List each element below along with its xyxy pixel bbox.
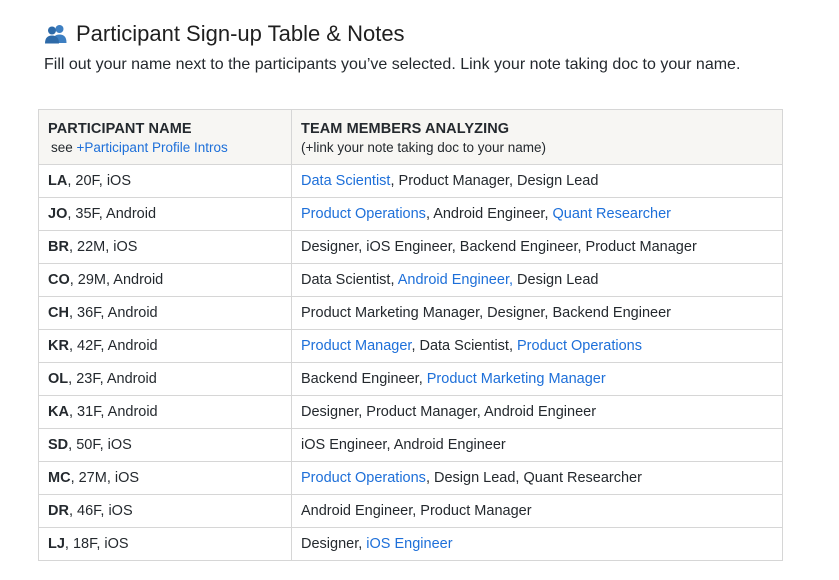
team-member-link[interactable]: Data Scientist	[301, 173, 391, 189]
team-member-link[interactable]: Product Operations	[301, 206, 426, 222]
team-member-link[interactable]: Product Manager	[301, 338, 412, 354]
participant-initials: JO	[48, 206, 68, 222]
participant-details: , 31F, Android	[68, 404, 158, 420]
team-members-cell[interactable]	[292, 231, 783, 264]
team-members-cell[interactable]	[292, 528, 783, 561]
participant-name-header-label: PARTICIPANT NAME	[48, 120, 192, 137]
participant-initials: KA	[48, 404, 69, 420]
participant-details: , 18F, iOS	[64, 536, 129, 552]
table-row	[39, 198, 783, 231]
participant-initials: LA	[48, 173, 68, 189]
participant-details: , 23F, Android	[68, 371, 157, 387]
participant-details: , 29M, Android	[69, 272, 164, 288]
team-members-header-label: TEAM MEMBERS ANALYZING	[301, 120, 510, 137]
participant-details: , 22M, iOS	[68, 239, 138, 255]
table-row	[39, 330, 783, 363]
team-member-text: Data Scientist,	[301, 272, 398, 288]
team-member-text: , Android Engineer,	[425, 206, 553, 222]
team-members-cell[interactable]	[292, 264, 783, 297]
participant-cell[interactable]	[39, 495, 292, 528]
team-member-text: , Data Scientist,	[411, 338, 518, 354]
participant-initials: MC	[48, 470, 71, 486]
table-row	[39, 528, 783, 561]
participant-profile-hint	[48, 140, 282, 155]
participant-cell[interactable]	[39, 363, 292, 396]
table-row	[39, 264, 783, 297]
table-row	[39, 462, 783, 495]
team-member-text: Android Engineer, Product Manager	[301, 503, 532, 519]
table-row	[39, 165, 783, 198]
team-members-cell[interactable]	[292, 363, 783, 396]
team-member-text: Designer, Product Manager, Android Engineer	[301, 404, 597, 420]
table-row	[39, 495, 783, 528]
team-members-cell[interactable]	[292, 198, 783, 231]
participant-initials: BR	[48, 239, 69, 255]
table-row	[39, 231, 783, 264]
participant-initials: OL	[48, 371, 69, 387]
page-subtitle: Fill out your name next to the participants you’ve selected. Link your note taking doc to your name.	[44, 56, 741, 73]
team-members-header-hint: (+link your note taking doc to your name)	[301, 139, 547, 155]
participant-cell[interactable]	[39, 396, 292, 429]
hint-prefix: see	[51, 139, 77, 155]
team-members-cell[interactable]	[292, 462, 783, 495]
team-member-link[interactable]: Product Operations	[301, 470, 426, 486]
team-members-cell[interactable]	[292, 495, 783, 528]
table-row	[39, 429, 783, 462]
participant-initials: SD	[48, 437, 69, 453]
participant-details: , 20F, iOS	[67, 173, 132, 189]
participant-cell[interactable]	[39, 297, 292, 330]
participant-details: , 42F, Android	[68, 338, 158, 354]
participant-cell[interactable]	[39, 330, 292, 363]
team-members-header	[292, 110, 783, 165]
participant-initials: DR	[48, 503, 69, 519]
team-member-text: iOS Engineer, Android Engineer	[301, 437, 506, 453]
page-title-text: Participant Sign-up Table & Notes	[76, 21, 405, 46]
participant-cell[interactable]	[39, 528, 292, 561]
team-member-link[interactable]: Product Marketing Manager	[426, 371, 606, 387]
participant-cell[interactable]	[39, 198, 292, 231]
participant-initials: CO	[48, 272, 70, 288]
table-row	[39, 363, 783, 396]
team-member-text: , Product Manager, Design Lead	[390, 173, 599, 189]
participant-initials: CH	[48, 305, 69, 321]
team-members-cell[interactable]	[292, 297, 783, 330]
team-members-cell[interactable]	[292, 165, 783, 198]
signup-table	[38, 109, 783, 561]
page-title	[44, 18, 405, 50]
participant-cell[interactable]	[39, 462, 292, 495]
participant-name-header	[39, 110, 292, 165]
team-member-text: , Design Lead, Quant Researcher	[425, 470, 642, 486]
team-members-cell[interactable]	[292, 330, 783, 363]
team-member-link[interactable]: Android Engineer,	[397, 272, 513, 288]
participant-cell[interactable]	[39, 429, 292, 462]
participant-cell[interactable]	[39, 165, 292, 198]
participant-initials: KR	[48, 338, 69, 354]
participant-details: , 36F, Android	[68, 305, 158, 321]
team-member-text: Design Lead	[513, 272, 599, 288]
team-member-link[interactable]: Product Operations	[517, 338, 642, 354]
team-member-link[interactable]: iOS Engineer	[366, 536, 453, 552]
team-member-text: Product Marketing Manager, Designer, Backend Engineer	[301, 305, 671, 321]
table-header-row	[39, 110, 783, 165]
team-members-cell[interactable]	[292, 429, 783, 462]
team-members-cell[interactable]	[292, 396, 783, 429]
participant-cell[interactable]	[39, 264, 292, 297]
team-member-link[interactable]: Quant Researcher	[552, 206, 671, 222]
participant-initials: LJ	[48, 536, 65, 552]
team-member-text: Designer, iOS Engineer, Backend Engineer, Product Manager	[301, 239, 697, 255]
participant-cell[interactable]	[39, 231, 292, 264]
participant-details: , 27M, iOS	[70, 470, 140, 486]
table-row	[39, 396, 783, 429]
people-icon	[44, 22, 68, 46]
team-member-text: Backend Engineer,	[301, 371, 427, 387]
participant-details: , 50F, iOS	[68, 437, 132, 453]
participant-details: , 35F, Android	[67, 206, 157, 222]
participant-details: , 46F, iOS	[68, 503, 133, 519]
team-member-text: Designer,	[301, 536, 367, 552]
participant-profile-intros-link[interactable]: +Participant Profile Intros	[76, 139, 228, 155]
table-row	[39, 297, 783, 330]
